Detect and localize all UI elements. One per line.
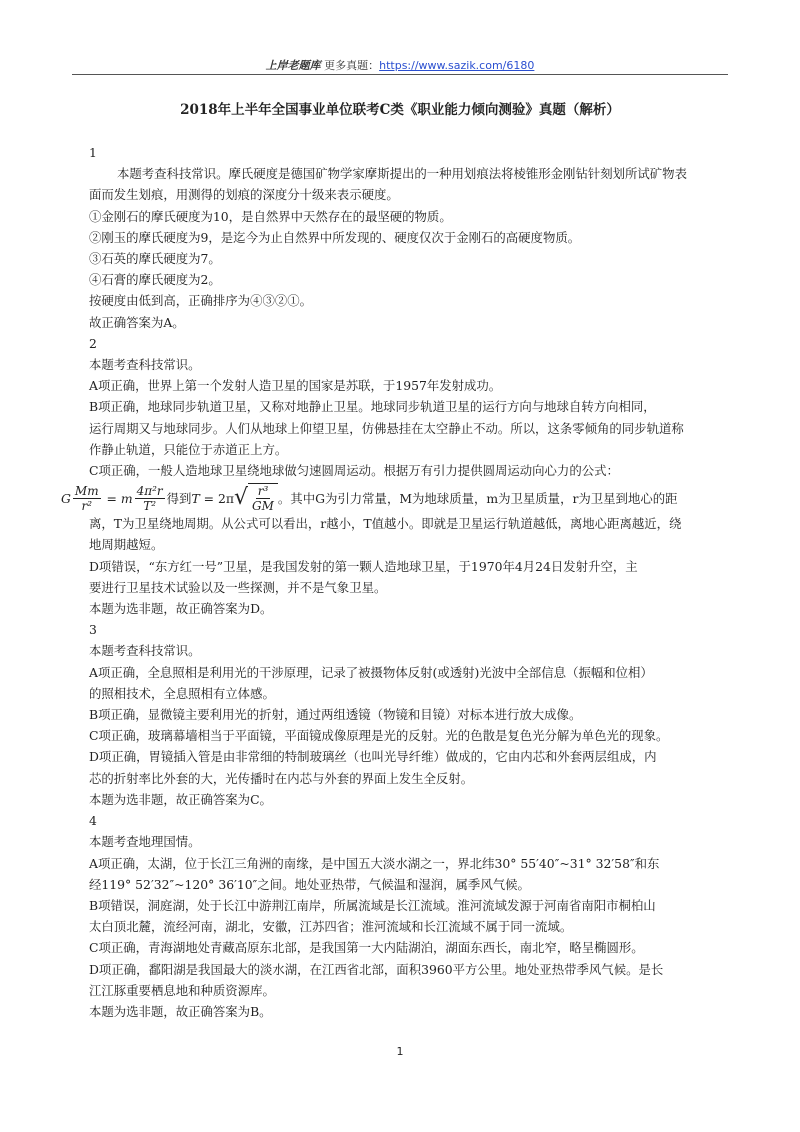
q2-line: B项正确，地球同步轨道卫星，又称对地静止卫星。地球同步轨道卫星的运行方向与地球自转方向相同， — [89, 399, 656, 415]
q2-line: 本题考查科技常识。 — [89, 357, 201, 373]
header-rule — [72, 74, 728, 75]
question-4-number: 4 — [89, 813, 97, 829]
document-body — [61, 142, 739, 1022]
q4-line: 经119° 52′32″~120° 36′10″之间。地处亚热带，气候温和湿润，属季风气候。 — [89, 876, 530, 892]
q3-line: A项正确，全息照相是利用光的干涉原理，记录了被摄物体反射(或透射)光波中全部信息（振幅和位相） — [89, 664, 653, 680]
header-url-link[interactable]: https://www.sazik.com/6180 — [379, 59, 535, 72]
q2-line: 作静止轨道，只能位于赤道正上方。 — [89, 441, 288, 457]
q4-line: C项正确，青海湖地处青藏高原东北部，是我国第一大内陆湖泊，湖面东西长，南北窄，略呈椭圆形。 — [89, 940, 644, 956]
question-1-number: 1 — [89, 145, 97, 160]
q4-line: 本题考查地理国情。 — [89, 834, 201, 850]
q3-line: B项正确，显微镜主要利用光的折射，通过两组透镜（物镜和目镜）对标本进行放大成像。 — [89, 707, 582, 723]
q1-line: ②刚玉的摩氏硬度为9，是迄今为止自然界中所发现的、硬度仅次于金刚石的高硬度物质。 — [89, 229, 581, 245]
document-title: 2018年上半年全国事业单位联考C类《职业能力倾向测验》真题（解析） — [180, 102, 620, 118]
q1-line: 面而发生划痕，用测得的划痕的深度分十级来表示硬度。 — [89, 187, 399, 203]
q3-line: 本题考查科技常识。 — [89, 643, 201, 659]
question-3-number: 3 — [89, 622, 97, 638]
q2-line: 要进行卫星技术试验以及一些探测，并不是气象卫星。 — [89, 579, 387, 595]
q4-answer: 本题为选非题，故正确答案为B。 — [89, 1003, 272, 1019]
q1-line: ④石膏的摩氏硬度为2。 — [89, 272, 221, 288]
q2-line: 地周期越短。 — [89, 537, 164, 553]
header-separator: 更多真题： — [320, 59, 380, 72]
q2-line: 离，T为卫星绕地周期。从公式可以看出，r越小，T值越小。即就是卫星运行轨道越低，离地心距离越近，绕 — [89, 516, 682, 532]
q4-line: D项正确，鄱阳湖是我国最大的淡水湖，在江西省北部，面积3960平方公里。地处亚热带季风气候。是长 — [89, 961, 664, 977]
formula-got-text: 得到 — [166, 490, 192, 506]
formula-after-text: 。其中G为引力常量，M为地球质量，m为卫星质量，r为卫星到地心的距 — [277, 490, 678, 506]
page-header — [0, 57, 800, 73]
q4-line: A项正确，太湖，位于长江三角洲的南缘，是中国五大淡水湖之一，界北纬30° 55′40″~31° 32′58″和东 — [89, 855, 660, 871]
q1-line: ①金刚石的摩氏硬度为10，是自然界中天然存在的最坚硬的物质。 — [89, 208, 452, 224]
orbital-formula: G $\frac{Mm}{\text{r²}}$ = m $\frac{\text{4π²r}}{\text{T²}}$ 得到 T = 2π √ $\frac{\text{r³}}{GM}$ 。其中G为引力常量，M为地球质量，m为卫星质量，r为卫星到地心的距 — [61, 483, 678, 514]
q3-answer: 本题为选非题，故正确答案为C。 — [89, 791, 272, 807]
q3-line: 的照相技术，全息照相有立体感。 — [89, 685, 275, 701]
q4-line: 江江豚重要栖息地和种质资源库。 — [89, 982, 275, 998]
q1-line: 按硬度由低到高，正确排序为④③②①。 — [89, 293, 313, 309]
q4-line: B项错误，洞庭湖，处于长江中游荆江南岸，所属流域是长江流域。淮河流域发源于河南省南阳市桐柏山 — [89, 897, 656, 913]
q4-line: 太白顶北麓，流经河南，湖北，安徽，江苏四省；淮河流域和长江流域不属于同一流域。 — [89, 919, 573, 935]
header-brand: 上岸老题库 — [265, 59, 321, 72]
q2-line: D项错误，“东方红一号”卫星，是我国发射的第一颗人造地球卫星，于1970年4月24日发射升空，主 — [89, 558, 638, 574]
q2-line: 运行周期又与地球同步。人们从地球上仰望卫星，仿佛悬挂在太空静止不动。所以，这条零倾角的同步轨道称 — [89, 420, 684, 436]
q2-answer: 本题为选非题，故正确答案为D。 — [89, 601, 273, 617]
question-2-number: 2 — [89, 335, 97, 351]
q3-line: D项正确，胃镜插入管是由非常细的特制玻璃丝（也叫光导纤维）做成的，它由内芯和外套两层组成，内 — [89, 749, 657, 765]
q1-line: ③石英的摩氏硬度为7。 — [89, 251, 221, 267]
q1-line: 本题考查科技常识。摩氏硬度是德国矿物学家摩斯提出的一种用划痕法将棱锥形金刚钻针刻划所试矿物表 — [117, 166, 687, 182]
q3-line: 芯的折射率比外套的大，光传播时在内芯与外套的界面上发生全反射。 — [89, 770, 474, 786]
q3-line: C项正确，玻璃幕墙相当于平面镜，平面镜成像原理是光的反射。光的色散是复色光分解为单色光的现象。 — [89, 728, 669, 744]
page-number: 1 — [396, 1045, 404, 1058]
q2-line: C项正确，一般人造地球卫星绕地球做匀速圆周运动。根据万有引力提供圆周运动向心力的公式： — [89, 463, 619, 479]
q1-answer: 故正确答案为A。 — [89, 314, 185, 330]
q2-line: A项正确，世界上第一个发射人造卫星的国家是苏联，于1957年发射成功。 — [89, 378, 502, 394]
